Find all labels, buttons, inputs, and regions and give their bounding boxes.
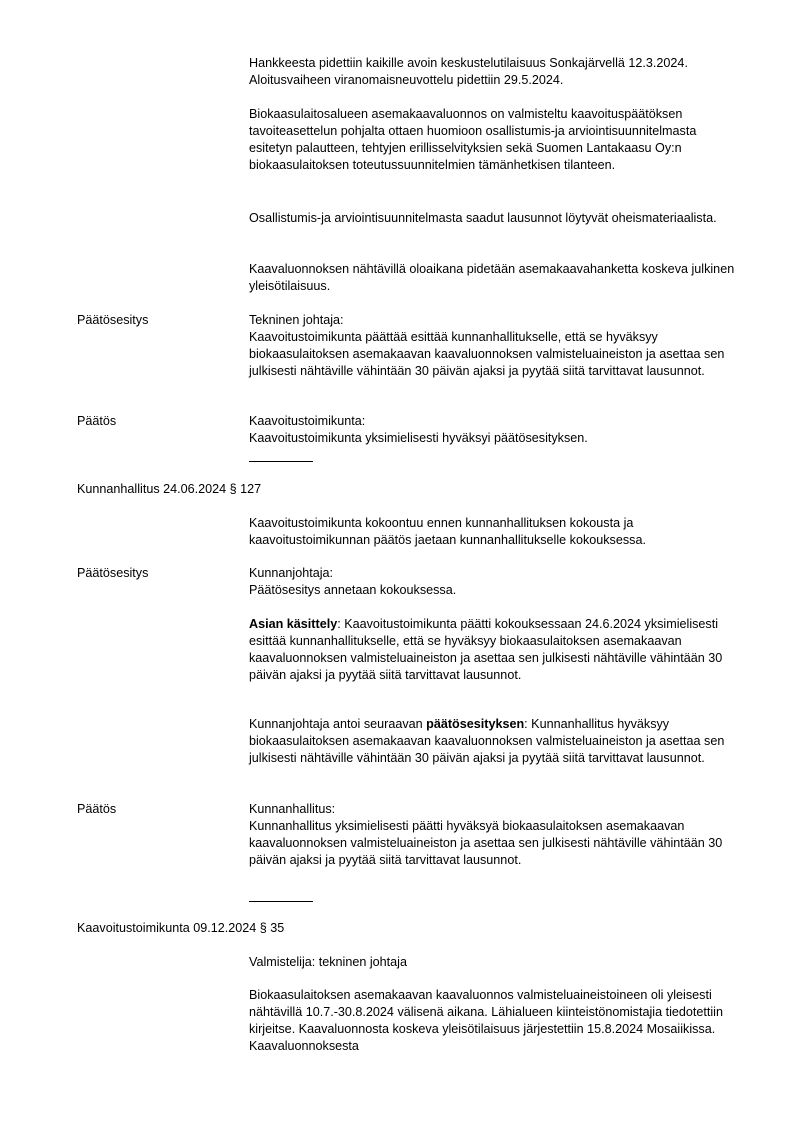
proposal-by-1: Tekninen johtaja:	[249, 313, 344, 327]
mayor-bold: päätösesityksen	[426, 717, 525, 731]
section-divider-2	[249, 901, 313, 902]
handling-text: : Kaavoitustoimikunta päätti kokouksessaan 24.6.2024 yksimielisesti esittää kunnanhallitukselle, että se hyväksyy biokaasulaitoksen asemakaavan kaavaluonnoksen valmisteluaineiston ja asettaa sen julkisesti nähtäville vähintään 30 päivän ajaksi ja pyytää siitä tarvittavat lausunnot.	[249, 617, 723, 682]
proposal-text-1: Kaavoitustoimikunta päättää esittää kunnanhallitukselle, että se hyväksyy biokaasulaitoksen asemakaavan kaavaluonnoksen valmisteluaineiston ja asettaa sen julkisesti nähtäville vähintään 30 päivän ajaksi ja pyytää siitä tarvittavat lausunnot.	[249, 330, 725, 378]
section-intro-2: Kaavoitustoimikunta kokoontuu ennen kunnanhallituksen kokousta ja kaavoitustoimikunnan päätös jaetaan kunnanhallitukselle kokouksessa.	[249, 516, 646, 547]
intro-paragraph-3: Osallistumis-ja arviointisuunnitelmasta saadut lausunnot löytyvät oheismateriaalista.	[249, 211, 717, 225]
decision-by-2: Kunnanhallitus:	[249, 802, 336, 816]
intro-paragraph-4: Kaavaluonnoksen nähtävillä oloaikana pidetään asemakaavahanketta koskeva julkinen yleisötilaisuus.	[249, 262, 735, 293]
decision-label-1: Päätös	[77, 414, 117, 428]
section-divider-1	[249, 461, 313, 462]
section-text-3: Biokaasulaitoksen asemakaavan kaavaluonnos valmisteluaineistoineen oli yleisesti nähtävillä 10.7.-30.8.2024 välisenä aikana. Lähialueen kiinteistönomistajia tiedotettiin kirjeitse. Kaavaluonnosta koskeva yleisötilaisuus järjestettiin 15.8.2024 Mosaiikissa. Kaavaluonnoksesta	[249, 988, 723, 1053]
handling-paragraph	[249, 616, 739, 684]
decision-text-1: Kaavoitustoimikunta yksimielisesti hyväksyi päätösesityksen.	[249, 431, 588, 445]
section-heading-3: Kaavoitustoimikunta 09.12.2024 § 35	[77, 921, 285, 935]
mayor-proposal-paragraph	[249, 716, 739, 767]
proposal-text-2: Päätösesitys annetaan kokouksessa.	[249, 583, 457, 597]
decision-text-2: Kunnanhallitus yksimielisesti päätti hyväksyä biokaasulaitoksen asemakaavan kaavaluonnoksen valmisteluaineiston ja asettaa sen julkisesti nähtäville vähintään 30 päivän ajaksi ja pyytää siitä tarvittavat lausunnot.	[249, 819, 723, 867]
section-heading-2: Kunnanhallitus 24.06.2024 § 127	[77, 482, 262, 496]
decision-label-2: Päätös	[77, 802, 117, 816]
mayor-post: : Kunnanhallitus hyväksyy biokaasulaitoksen asemakaavan kaavaluonnoksen valmisteluaineiston ja asettaa sen julkisesti nähtäville vähintään 30 päivän ajaksi ja pyytää siitä tarvittavat lausunnot.	[249, 717, 725, 765]
proposal-label-1: Päätösesitys	[77, 313, 149, 327]
proposal-by-2: Kunnanjohtaja:	[249, 566, 334, 580]
decision-by-1: Kaavoitustoimikunta:	[249, 414, 366, 428]
proposal-label-2: Päätösesitys	[77, 566, 149, 580]
handling-bold: Asian käsittely	[249, 617, 338, 631]
mayor-pre: Kunnanjohtaja antoi seuraavan	[249, 717, 427, 731]
intro-paragraph-2: Biokaasulaitosalueen asemakaavaluonnos on valmisteltu kaavoituspäätöksen tavoiteasettelun pohjalta ottaen huomioon osallistumis-ja arviointisuunnitelmasta esitetyn palautteen, tehtyjen erillisselvityksien sekä Suomen Lantakaasu Oy:n biokaasulaitoksen toteutussuunnitelmien tämänhetkisen tilanteen.	[249, 107, 697, 172]
preparer-line: Valmistelija: tekninen johtaja	[249, 955, 407, 969]
intro-paragraph-1: Hankkeesta pidettiin kaikille avoin keskustelutilaisuus Sonkajärvellä 12.3.2024. Aloitusvaiheen viranomaisneuvottelu pidettiin 29.5.2024.	[249, 56, 688, 87]
